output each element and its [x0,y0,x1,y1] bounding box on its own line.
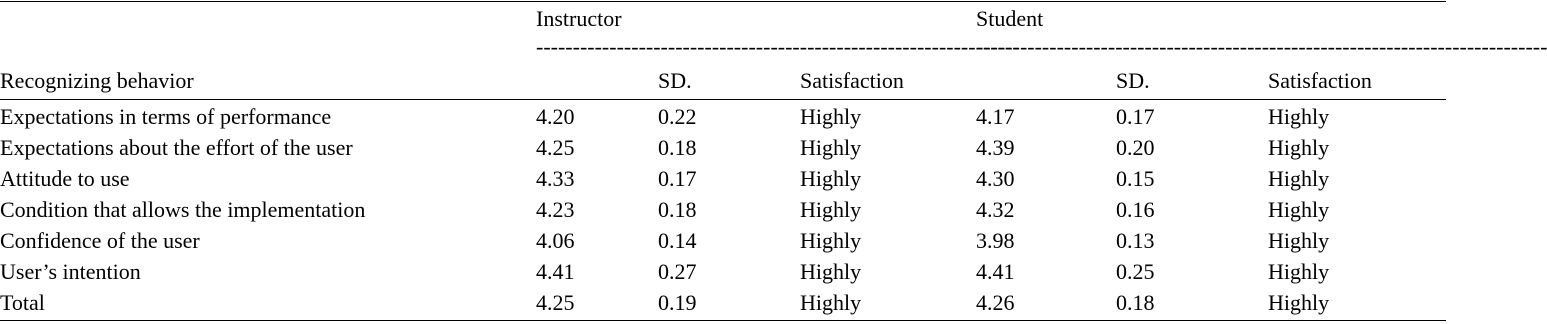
student-mean: 3.98 [976,228,1015,253]
table-top-rule [0,1,1446,2]
instructor-sd: 0.18 [658,135,697,160]
instructor-satisfaction: Highly [800,135,862,160]
column-header-instructor-sd: SD. [658,68,692,93]
student-satisfaction: Highly [1268,290,1330,315]
table-bottom-rule [0,320,1446,321]
instructor-mean: 4.41 [536,259,575,284]
table-row-total [0,287,1446,318]
student-sd: 0.20 [1116,135,1155,160]
instructor-mean: 4.23 [536,197,575,222]
table-row [0,163,1446,194]
student-sd: 0.25 [1116,259,1155,284]
instructor-mean: 4.33 [536,166,575,191]
instructor-mean: 4.20 [536,104,575,129]
row-label: User’s intention [0,259,141,284]
student-sd: 0.13 [1116,228,1155,253]
group-header-student: Student [976,6,1044,31]
table-row [0,225,1446,256]
student-satisfaction: Highly [1268,135,1330,160]
column-header-student-satisfaction: Satisfaction [1268,68,1372,93]
row-label: Total [0,290,45,315]
row-label: Expectations about the effort of the user [0,135,353,160]
student-mean: 4.32 [976,197,1015,222]
instructor-satisfaction: Highly [800,166,862,191]
table-row [0,194,1446,225]
group-header-instructor: Instructor [536,6,622,31]
table-row [0,256,1446,287]
instructor-satisfaction: Highly [800,228,862,253]
row-label: Attitude to use [0,166,130,191]
table-header-rule [0,99,1446,100]
student-sd: 0.15 [1116,166,1155,191]
row-label: Condition that allows the implementation [0,197,366,222]
student-mean: 4.41 [976,259,1015,284]
instructor-sd: 0.19 [658,290,697,315]
instructor-satisfaction: Highly [800,197,862,222]
instructor-sd: 0.27 [658,259,697,284]
student-sd: 0.17 [1116,104,1155,129]
instructor-sd: 0.22 [658,104,697,129]
student-satisfaction: Highly [1268,228,1330,253]
instructor-satisfaction: Highly [800,290,862,315]
student-satisfaction: Highly [1268,259,1330,284]
instructor-satisfaction: Highly [800,104,862,129]
student-satisfaction: Highly [1268,166,1330,191]
row-label: Expectations in terms of performance [0,104,332,129]
student-mean: 4.26 [976,290,1015,315]
student-satisfaction: Highly [1268,197,1330,222]
instructor-mean: 4.06 [536,228,575,253]
student-sd: 0.16 [1116,197,1155,222]
instructor-sd: 0.17 [658,166,697,191]
student-sd: 0.18 [1116,290,1155,315]
instructor-sd: 0.14 [658,228,697,253]
group-divider-instructor: ------------------------------------------------------------------ [536,34,1020,59]
table-row [0,132,1446,163]
student-mean: 4.30 [976,166,1015,191]
column-header-label: Recognizing behavior [0,68,194,93]
student-mean: 4.17 [976,104,1015,129]
column-header-student-sd: SD. [1116,68,1150,93]
instructor-sd: 0.18 [658,197,697,222]
row-label: Confidence of the user [0,228,200,253]
column-header-instructor-satisfaction: Satisfaction [800,68,904,93]
student-satisfaction: Highly [1268,104,1330,129]
instructor-mean: 4.25 [536,290,575,315]
student-mean: 4.39 [976,135,1015,160]
table-row [0,101,1446,132]
instructor-mean: 4.25 [536,135,575,160]
group-divider-student: ------------------------------------------------------------------------------ [976,34,1547,59]
instructor-satisfaction: Highly [800,259,862,284]
